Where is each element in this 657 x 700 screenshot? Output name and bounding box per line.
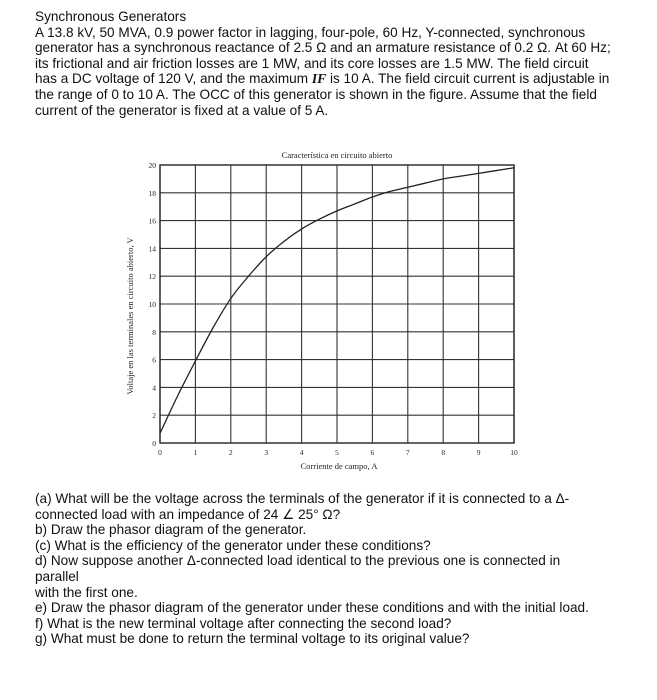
y-tick-label: 8 bbox=[152, 327, 156, 337]
problem-text: has a DC voltage of 120 V, and the maximum bbox=[35, 71, 312, 87]
problem-line: A 13.8 kV, 50 MVA, 0.9 power factor in lagging, four-pole, 60 Hz, Y-connected, synchronous bbox=[35, 24, 586, 40]
x-tick-label: 8 bbox=[441, 448, 446, 457]
y-tick-label: 4 bbox=[152, 383, 156, 393]
question-line: with the first one. bbox=[35, 584, 138, 600]
question-line: e) Draw the phasor diagram of the generator under these conditions and with the initial load. bbox=[35, 600, 589, 616]
question-line: d) Now suppose another Δ-connected load identical to the previous one is connected in bbox=[35, 553, 561, 569]
x-tick-label: 10 bbox=[510, 448, 518, 457]
problem-line: generator has a synchronous reactance of 2.5 Ω and an armature resistance of 0.2 Ω. At 60 Hz; bbox=[35, 40, 611, 56]
y-tick-label: 6 bbox=[152, 355, 156, 365]
question-line: parallel bbox=[35, 568, 79, 584]
y-tick-label: 16 bbox=[148, 216, 156, 226]
y-tick-label: 20 bbox=[148, 161, 156, 170]
question-line: (a) What will be the voltage across the terminals of the generator if it is connected to a Δ- bbox=[35, 491, 570, 506]
problem-line: the range of 0 to 10 A. The OCC of this generator is shown in the figure. Assume that the field bbox=[35, 86, 597, 102]
y-tick-label: 12 bbox=[148, 272, 156, 282]
question-line: g) What must be done to return the terminal voltage to its original value? bbox=[35, 631, 470, 647]
x-tick-label: 2 bbox=[228, 448, 233, 457]
y-tick-label: 14 bbox=[148, 244, 156, 254]
problem-text: is 10 A. The field circuit current is adjustable in bbox=[326, 71, 610, 87]
x-tick-label: 6 bbox=[370, 448, 375, 457]
section-heading: Synchronous Generators bbox=[35, 9, 187, 24]
chart-title: Característica en circuito abierto bbox=[281, 150, 393, 160]
question-line: b) Draw the phasor diagram of the generator. bbox=[35, 522, 307, 538]
problem-line: current of the generator is fixed at a value of 5 A. bbox=[35, 102, 329, 118]
y-tick-label: 0 bbox=[152, 439, 156, 448]
x-tick-label: 4 bbox=[299, 448, 304, 457]
x-tick-label: 9 bbox=[476, 448, 481, 457]
x-tick-label: 0 bbox=[158, 448, 162, 457]
question-line: f) What is the new terminal voltage after connecting the second load? bbox=[35, 615, 452, 631]
x-axis-label: Corriente de campo, A bbox=[300, 461, 378, 471]
question-list bbox=[35, 491, 625, 647]
y-tick-label: 2 bbox=[152, 411, 156, 421]
x-tick-label: 7 bbox=[405, 448, 410, 457]
y-tick-label: 18 bbox=[148, 188, 156, 198]
chart-labels bbox=[125, 150, 518, 471]
chart-grid bbox=[160, 165, 514, 443]
question-line: (c) What is the efficiency of the generator under these conditions? bbox=[35, 537, 431, 553]
x-tick-label: 3 bbox=[264, 448, 269, 457]
field-current-symbol: IF bbox=[311, 71, 327, 87]
x-tick-label: 5 bbox=[335, 448, 339, 457]
y-tick-label: 10 bbox=[148, 300, 156, 309]
question-line: connected load with an impedance of 24 ∠ 25° Ω? bbox=[35, 506, 341, 522]
y-axis-label: Voltaje en las terminales en circuito abierto, V bbox=[125, 237, 135, 395]
problem-line: its frictional and air friction losses are 1 MW, and its core losses are 1.5 MW. The field circuit bbox=[35, 55, 589, 71]
x-tick-label: 1 bbox=[193, 448, 198, 457]
